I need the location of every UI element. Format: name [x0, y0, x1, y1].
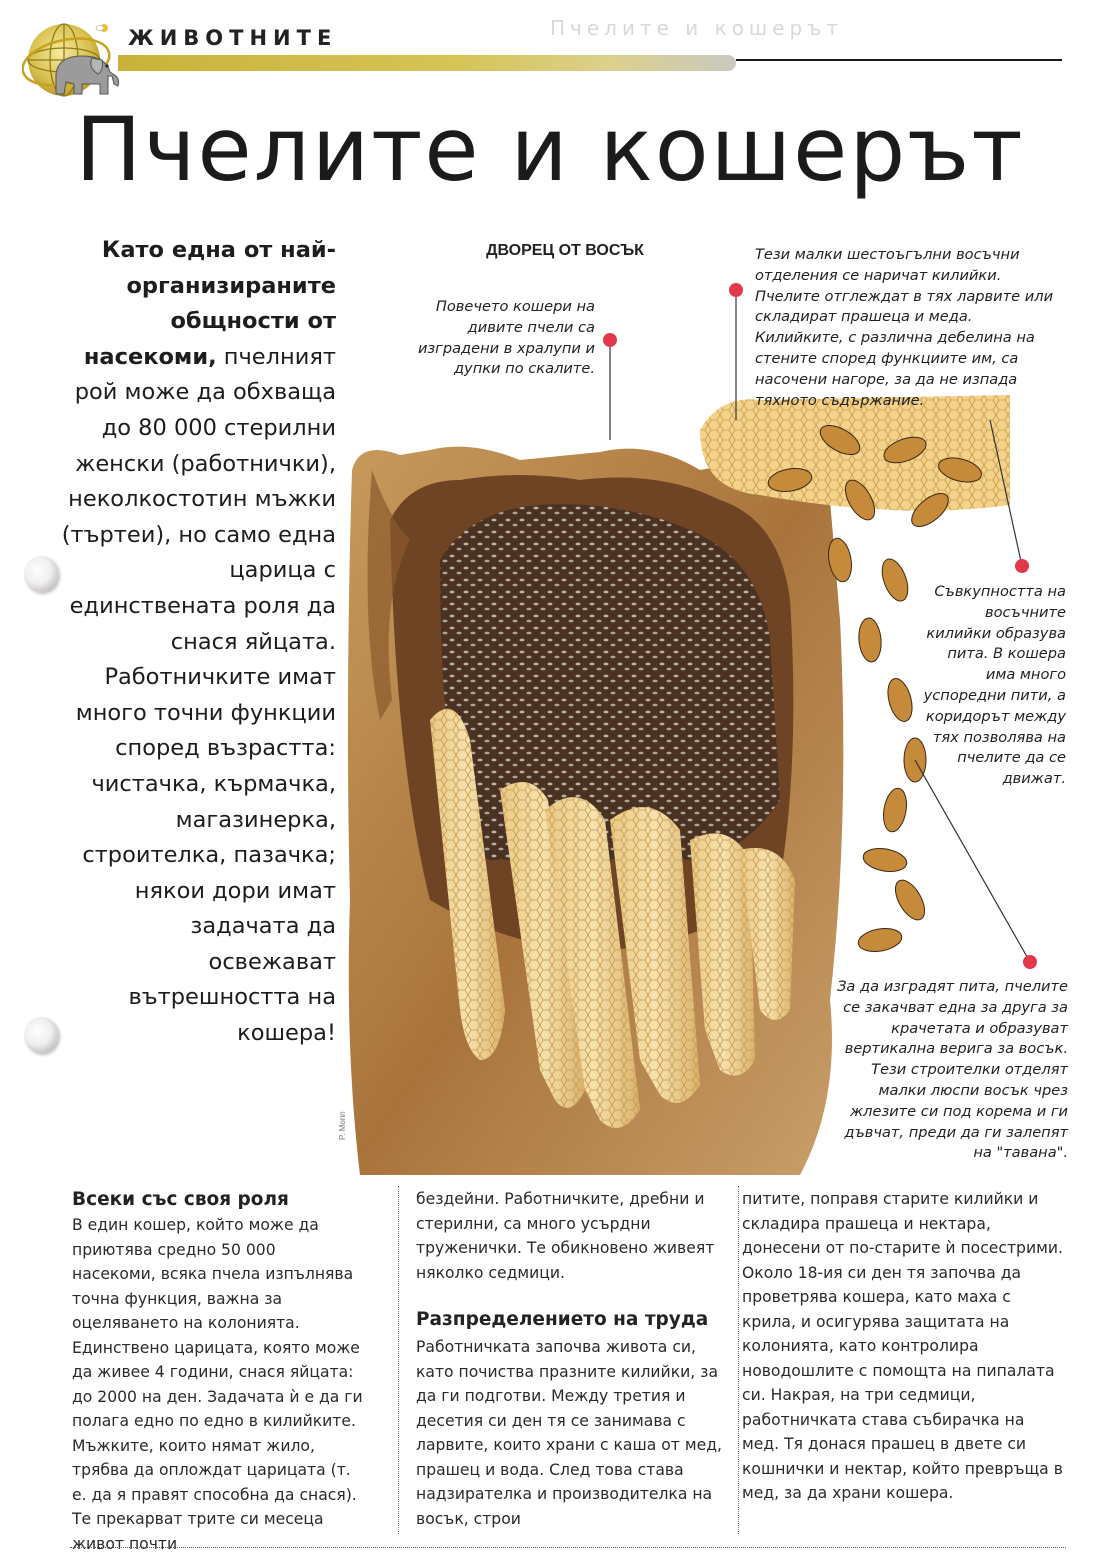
- binder-hole: [24, 1017, 58, 1053]
- page-title: Пчелите и кошерът: [75, 98, 1025, 201]
- column-divider: [738, 1186, 740, 1534]
- column-divider: [398, 1186, 400, 1534]
- callout-chain: За да изградят пита, пчелите се закачват една за друга за крачетата и образуват вертикална верига за восък. Тези строителки отделят малки люспи восък чрез жлезите си под корема и ги дъвчат, преди да ги залепят на "тавана".: [837, 978, 1068, 1162]
- bottom-rule: [70, 1547, 1066, 1548]
- callout-comb: Съвкупността на восъчните килийки образува пита. В кошера има много успоредни пити, а коридорът между тях позволява на пчелите да се движат.: [923, 583, 1066, 788]
- section-heading-division: Разпределението на труда: [416, 1309, 709, 1330]
- column-2-text-top: бездейни. Работничките, дребни и стерилни, са много усърдни труженички. Те обикновено живеят няколко седмици.: [416, 1190, 715, 1282]
- column-1-text: В един кошер, който може да приютява средно 50 000 насекоми, всяка пчела изпълнява точна функция, важна за оцеляването на колонията. Единствено царицата, която може да живее 4 години, снася яйцата: до 2000 на ден. Задачата ѝ е да ги полага едно по едно в килийките. Мъжките, които нямат жило, трябва да оплождат царицата (т. е. да я правят способна да снася). Те прекарват трите си месеца живот почти: [72, 1216, 363, 1553]
- diagram-heading: ДВОРЕЦ ОТ ВОСЪК: [486, 242, 644, 259]
- leader-line: [915, 760, 1030, 962]
- callout-marker: [1023, 955, 1037, 969]
- callout-marker: [603, 333, 617, 347]
- callout-wild-hives: Повечето кошери на дивите пчели са изградени в хралупи и дупки по скалите.: [417, 298, 595, 378]
- intro-lead: Като една от най-организираните общности от насекоми,: [83, 237, 336, 370]
- callout-marker: [729, 283, 743, 297]
- artist-credit: P. Morin: [338, 1111, 347, 1140]
- column-2-text-bottom: Работничката започва живота си, като почиства празните килийки, за да ги подготви. Между третия и десетия си ден тя се занимава с ларвите, които храни с каша от мед, прашец и вода. След това става надзирателка и производителка на восък, строи: [416, 1338, 722, 1528]
- column-3-text: питите, поправя старите килийки и складира прашеца и нектара, донесени от по-старите ѝ посестрими. Около 18-ия си ден тя започва да проветрява кошера, като маха с крила, и осигурява защитата на колонията, като контролира новодошлите с помощта на пипалата си. Накрая, на три седмици, работничката става събирачка на мед. Тя донася прашец в двете си кошнички и нектар, който превръща в мед, за да храни кошера.: [742, 1190, 1063, 1502]
- intro-text: пчелният рой може да обхваща до 80 000 стерилни женски (работнички), неколкостотин мъжки (търтеи), но само една царица с единствената роля да снася яйцата. Работничките имат много точни функции според възрастта: чистачка, кърмачка, магазинерка, строителка, пазачка; някои дори имат задачата да освежават вътрешността на кошера!: [61, 343, 336, 1047]
- section-label: ЖИВОТНИТЕ: [128, 26, 338, 50]
- bleed-through-title: Пчелите и кошерът: [550, 16, 844, 40]
- binder-hole: [24, 556, 58, 592]
- callout-cells: Тези малки шестоъгълни восъчни отделения се наричат килийки. Пчелите отглеждат в тях ларвите или складират прашеца и меда. Килийките, с различна дебелина на стените според функциите им, са насочени нагоре, за да не изпада тяхното съдържание.: [755, 246, 1054, 409]
- callout-marker: [1015, 559, 1029, 573]
- section-heading-roles: Всеки със своя роля: [72, 1189, 289, 1210]
